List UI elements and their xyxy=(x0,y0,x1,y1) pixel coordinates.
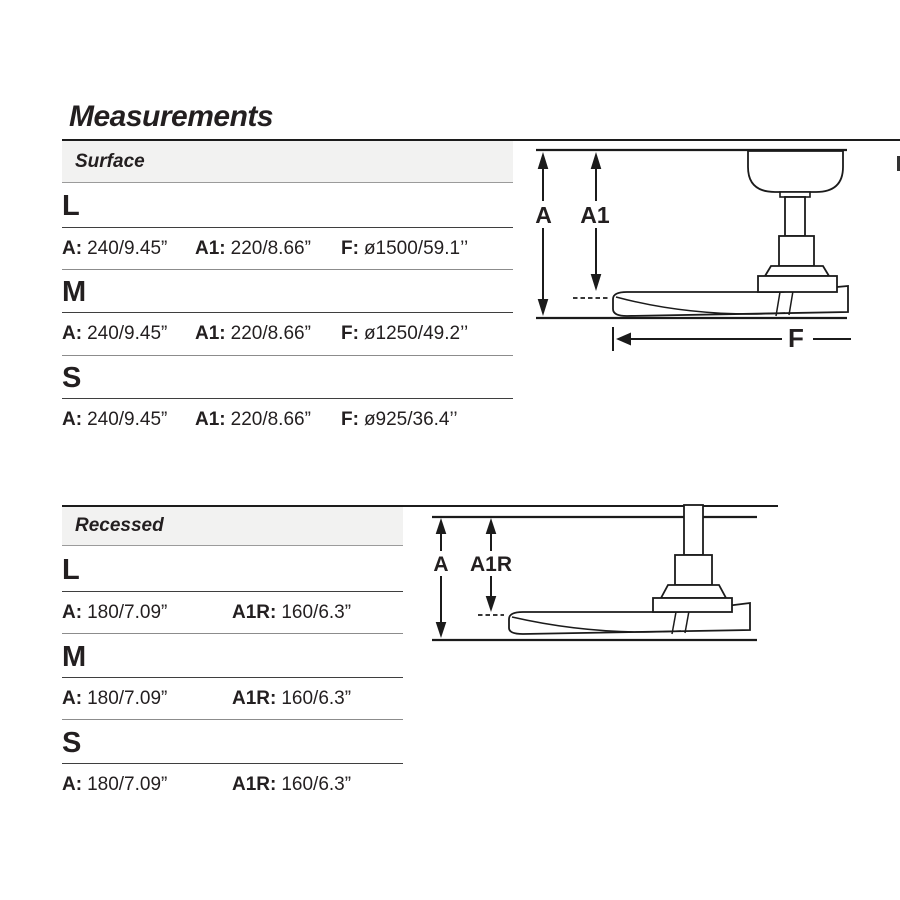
size-row-S xyxy=(62,356,513,399)
fan-downrod xyxy=(785,197,805,236)
arrow-up-icon xyxy=(486,518,497,534)
size-row-L xyxy=(62,546,403,592)
dim-label: A: xyxy=(62,774,83,795)
fan-motor-top xyxy=(779,236,814,266)
measurement-row xyxy=(62,592,403,634)
recessed-mount-diagram xyxy=(425,500,775,650)
dim-label: A: xyxy=(62,323,83,344)
dim-value: 160/6.3” xyxy=(281,774,352,795)
arrow-down-icon xyxy=(538,299,549,316)
dim-label: F: xyxy=(341,323,359,344)
arrow-down-icon xyxy=(436,622,447,638)
measurement-row xyxy=(62,678,403,720)
dim-label: F: xyxy=(341,237,359,259)
arrow-down-icon xyxy=(591,274,602,291)
dim-label: A1: xyxy=(195,409,226,430)
size-row-S xyxy=(62,720,403,764)
dimension-A xyxy=(62,323,167,345)
surface-mount-diagram xyxy=(530,140,900,360)
dim-label: A1: xyxy=(195,237,226,259)
dim-value: 180/7.09” xyxy=(87,774,168,795)
dim-label: A1R: xyxy=(232,774,277,795)
page-title: Measurements xyxy=(69,100,274,133)
dim-label-A1: A1 xyxy=(580,202,610,228)
dim-label: F: xyxy=(341,409,359,430)
recessed-table-header xyxy=(62,507,403,546)
dim-label: A1R: xyxy=(232,687,277,709)
size-row-M xyxy=(62,634,403,678)
arrow-up-icon xyxy=(591,152,602,169)
surface-header-label: Surface xyxy=(75,150,145,172)
size-row-M xyxy=(62,270,513,313)
arrow-up-icon xyxy=(538,152,549,169)
dim-value: ø1250/49.2’’ xyxy=(363,323,469,344)
size-label: S xyxy=(62,362,82,394)
dimension-A1R xyxy=(232,688,351,710)
dim-label-A: A xyxy=(535,202,552,228)
measurement-row xyxy=(62,399,513,441)
dim-value: 220/8.66” xyxy=(230,409,311,430)
dimension-A1 xyxy=(195,323,311,345)
dim-value: 180/7.09” xyxy=(87,687,168,709)
size-label: M xyxy=(62,276,87,308)
dim-value: 240/9.45” xyxy=(87,409,168,430)
dimension-A1R xyxy=(232,602,351,624)
measurement-row xyxy=(62,228,513,270)
size-label: L xyxy=(62,553,80,586)
size-row-L xyxy=(62,183,513,228)
size-label: L xyxy=(62,190,80,222)
dimension-A xyxy=(62,238,167,260)
dim-value: ø1500/59.1’’ xyxy=(363,237,469,259)
dim-value: 240/9.45” xyxy=(87,323,168,344)
dim-label: A: xyxy=(62,687,83,709)
fan-motor-flange xyxy=(765,266,829,276)
dim-label-F: F xyxy=(788,323,804,353)
dimension-A xyxy=(62,409,167,431)
dim-label: A1: xyxy=(195,323,226,344)
dimension-A1 xyxy=(195,409,311,431)
dimension-F xyxy=(341,238,468,260)
size-label: S xyxy=(62,726,82,759)
dim-label: A: xyxy=(62,409,83,430)
fan-motor-body xyxy=(758,276,837,292)
dim-value: ø925/36.4’’ xyxy=(363,409,458,430)
dim-value: 180/7.09” xyxy=(87,601,168,623)
dim-value: 240/9.45” xyxy=(87,237,168,259)
fan-motor-top xyxy=(675,555,712,585)
dim-label: A: xyxy=(62,601,83,623)
dimension-A1R xyxy=(232,774,351,796)
dimension-F xyxy=(341,409,458,431)
surface-table-header xyxy=(62,141,513,183)
recessed-table xyxy=(62,507,403,806)
arrow-up-icon xyxy=(436,518,447,534)
dim-label-A1R: A1R xyxy=(469,553,513,576)
size-label: M xyxy=(62,640,87,673)
recessed-header-label: Recessed xyxy=(75,515,164,536)
arrow-down-icon xyxy=(486,596,497,612)
measurement-row xyxy=(62,313,513,356)
arrow-left-icon xyxy=(616,333,631,346)
dim-value: 220/8.66” xyxy=(230,323,311,344)
dimension-A xyxy=(62,602,167,624)
dim-value: 220/8.66” xyxy=(230,237,311,259)
surface-table xyxy=(62,141,513,441)
dim-value: 160/6.3” xyxy=(281,687,352,709)
dimension-A xyxy=(62,774,167,796)
fan-downrod xyxy=(684,505,703,555)
fan-canopy xyxy=(748,151,843,192)
fan-motor-body xyxy=(653,598,732,612)
dimension-A1 xyxy=(195,238,311,260)
fan-motor-flange xyxy=(661,585,726,598)
dim-value: 160/6.3” xyxy=(281,601,352,623)
dimension-F xyxy=(341,323,468,345)
dim-label: A1R: xyxy=(232,601,277,623)
dim-label: A: xyxy=(62,237,83,259)
dim-label-A: A xyxy=(433,553,449,576)
dimension-A xyxy=(62,688,167,710)
measurement-row xyxy=(62,764,403,806)
